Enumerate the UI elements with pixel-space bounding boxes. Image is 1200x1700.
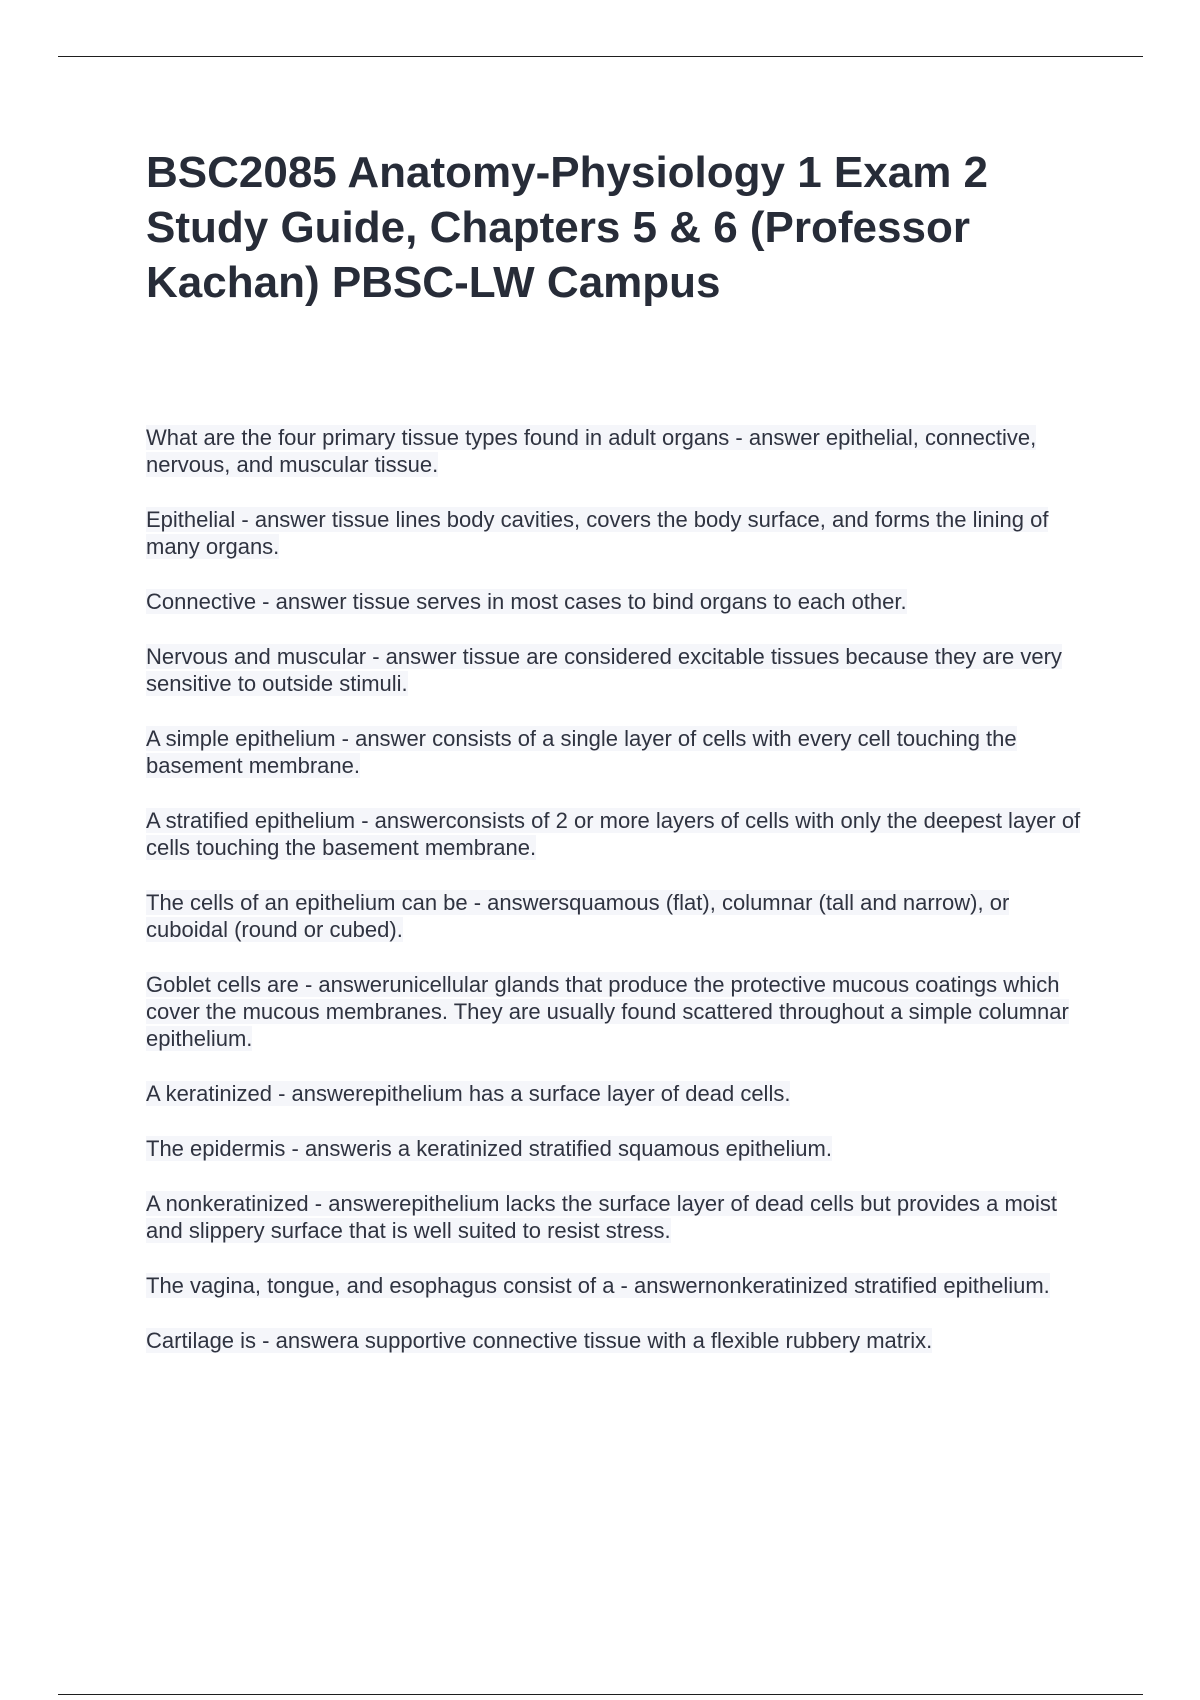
- bottom-rule: [58, 1694, 1143, 1695]
- qa-text: The cells of an epithelium can be - answersquamous (flat), columnar (tall and narrow), or cuboidal (round or cubed).: [146, 890, 1010, 942]
- qa-item: [146, 807, 1096, 861]
- qa-item: [146, 506, 1096, 560]
- qa-text: A stratified epithelium - answerconsists of 2 or more layers of cells with only the deepest layer of cells touching the basement membrane.: [146, 808, 1081, 860]
- qa-text: The epidermis - answeris a keratinized stratified squamous epithelium.: [146, 1136, 832, 1161]
- qa-item: [146, 1327, 1096, 1354]
- qa-text: Cartilage is - answera supportive connective tissue with a flexible rubbery matrix.: [146, 1328, 933, 1353]
- qa-text: A keratinized - answerepithelium has a surface layer of dead cells.: [146, 1081, 791, 1106]
- qa-item: [146, 588, 1096, 615]
- qa-item: [146, 1190, 1096, 1244]
- qa-item: [146, 889, 1096, 943]
- page-title: BSC2085 Anatomy-Physiology 1 Exam 2 Study Guide, Chapters 5 & 6 (Professor Kachan) PBSC-LW Campus: [146, 148, 989, 307]
- qa-item: [146, 971, 1096, 1052]
- qa-list: [146, 424, 1096, 1382]
- qa-text: A simple epithelium - answer consists of a single layer of cells with every cell touching the basement membrane.: [146, 726, 1017, 778]
- qa-item: [146, 1080, 1096, 1107]
- qa-item: [146, 643, 1096, 697]
- qa-text: What are the four primary tissue types found in adult organs - answer epithelial, connective, nervous, and muscular tissue.: [146, 425, 1037, 477]
- qa-text: Connective - answer tissue serves in most cases to bind organs to each other.: [146, 589, 907, 614]
- qa-text: A nonkeratinized - answerepithelium lacks the surface layer of dead cells but provides a moist and slippery surface that is well suited to resist stress.: [146, 1191, 1058, 1243]
- qa-item: [146, 1135, 1096, 1162]
- qa-text: Nervous and muscular - answer tissue are considered excitable tissues because they are very sensitive to outside stimuli.: [146, 644, 1062, 696]
- qa-text: Goblet cells are - answerunicellular glands that produce the protective mucous coatings which cover the mucous membranes. They are usually found scattered throughout a simple columnar epithelium.: [146, 972, 1069, 1051]
- qa-item: [146, 1272, 1096, 1299]
- qa-text: The vagina, tongue, and esophagus consist of a - answernonkeratinized stratified epithelium.: [146, 1273, 1050, 1298]
- qa-item: [146, 424, 1096, 478]
- qa-text: Epithelial - answer tissue lines body cavities, covers the body surface, and forms the lining of many organs.: [146, 507, 1049, 559]
- qa-item: [146, 725, 1096, 779]
- top-rule: [58, 56, 1143, 57]
